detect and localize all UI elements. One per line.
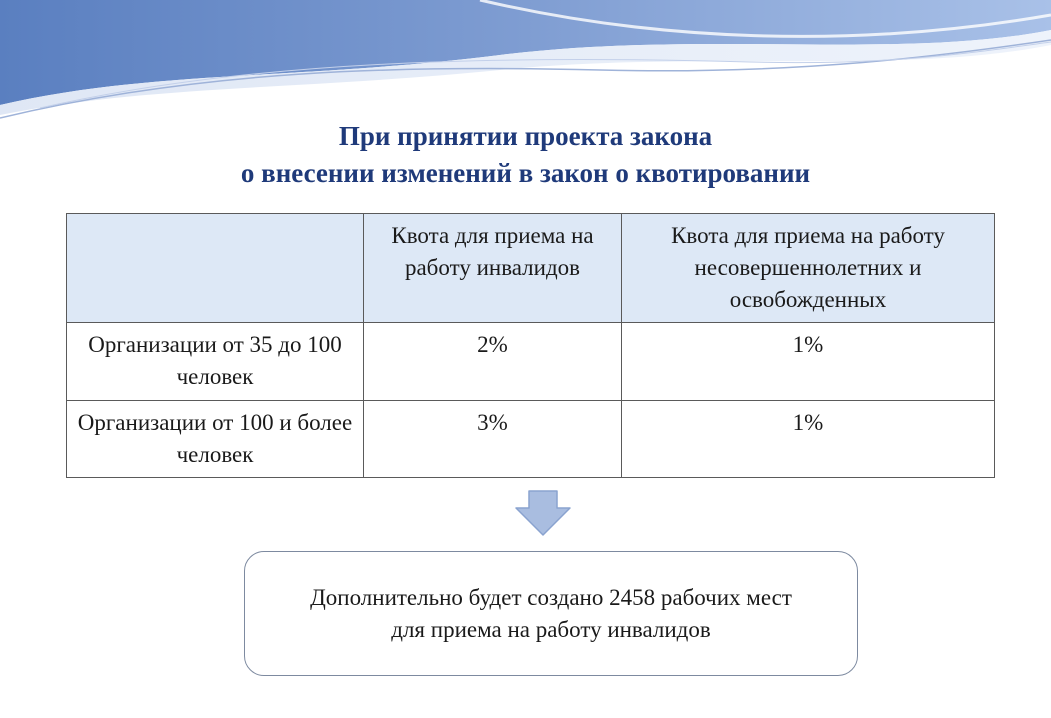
quota-table bbox=[66, 213, 995, 478]
row-label: Организации от 100 и более человек bbox=[67, 401, 364, 478]
result-note-box bbox=[244, 551, 858, 676]
table-row bbox=[67, 323, 995, 401]
note-line-1: Дополнительно будет создано 2458 рабочих мест bbox=[310, 584, 792, 610]
disabled-quota-value: 3% bbox=[364, 401, 622, 478]
table-row bbox=[67, 401, 995, 478]
note-line-2: для приема на работу инвалидов bbox=[391, 616, 711, 642]
row-label: Организации от 35 до 100 человек bbox=[67, 323, 364, 401]
table-header-empty bbox=[67, 214, 364, 323]
minors-quota-value: 1% bbox=[622, 401, 995, 478]
slide-title bbox=[0, 118, 1051, 192]
table-header-minors-quota: Квота для приема на работу несовершеннолетних и освобожденных bbox=[622, 214, 995, 323]
table-header-row bbox=[67, 214, 995, 323]
disabled-quota-value: 2% bbox=[364, 323, 622, 401]
decorative-wave-header bbox=[0, 0, 1051, 130]
title-line-2: о внесении изменений в закон о квотировании bbox=[240, 158, 811, 188]
minors-quota-value: 1% bbox=[622, 323, 995, 401]
table-header-disabled-quota: Квота для приема на работу инвалидов bbox=[364, 214, 622, 323]
down-arrow-icon bbox=[515, 490, 571, 536]
title-line-1: При принятии проекта закона bbox=[338, 121, 713, 151]
